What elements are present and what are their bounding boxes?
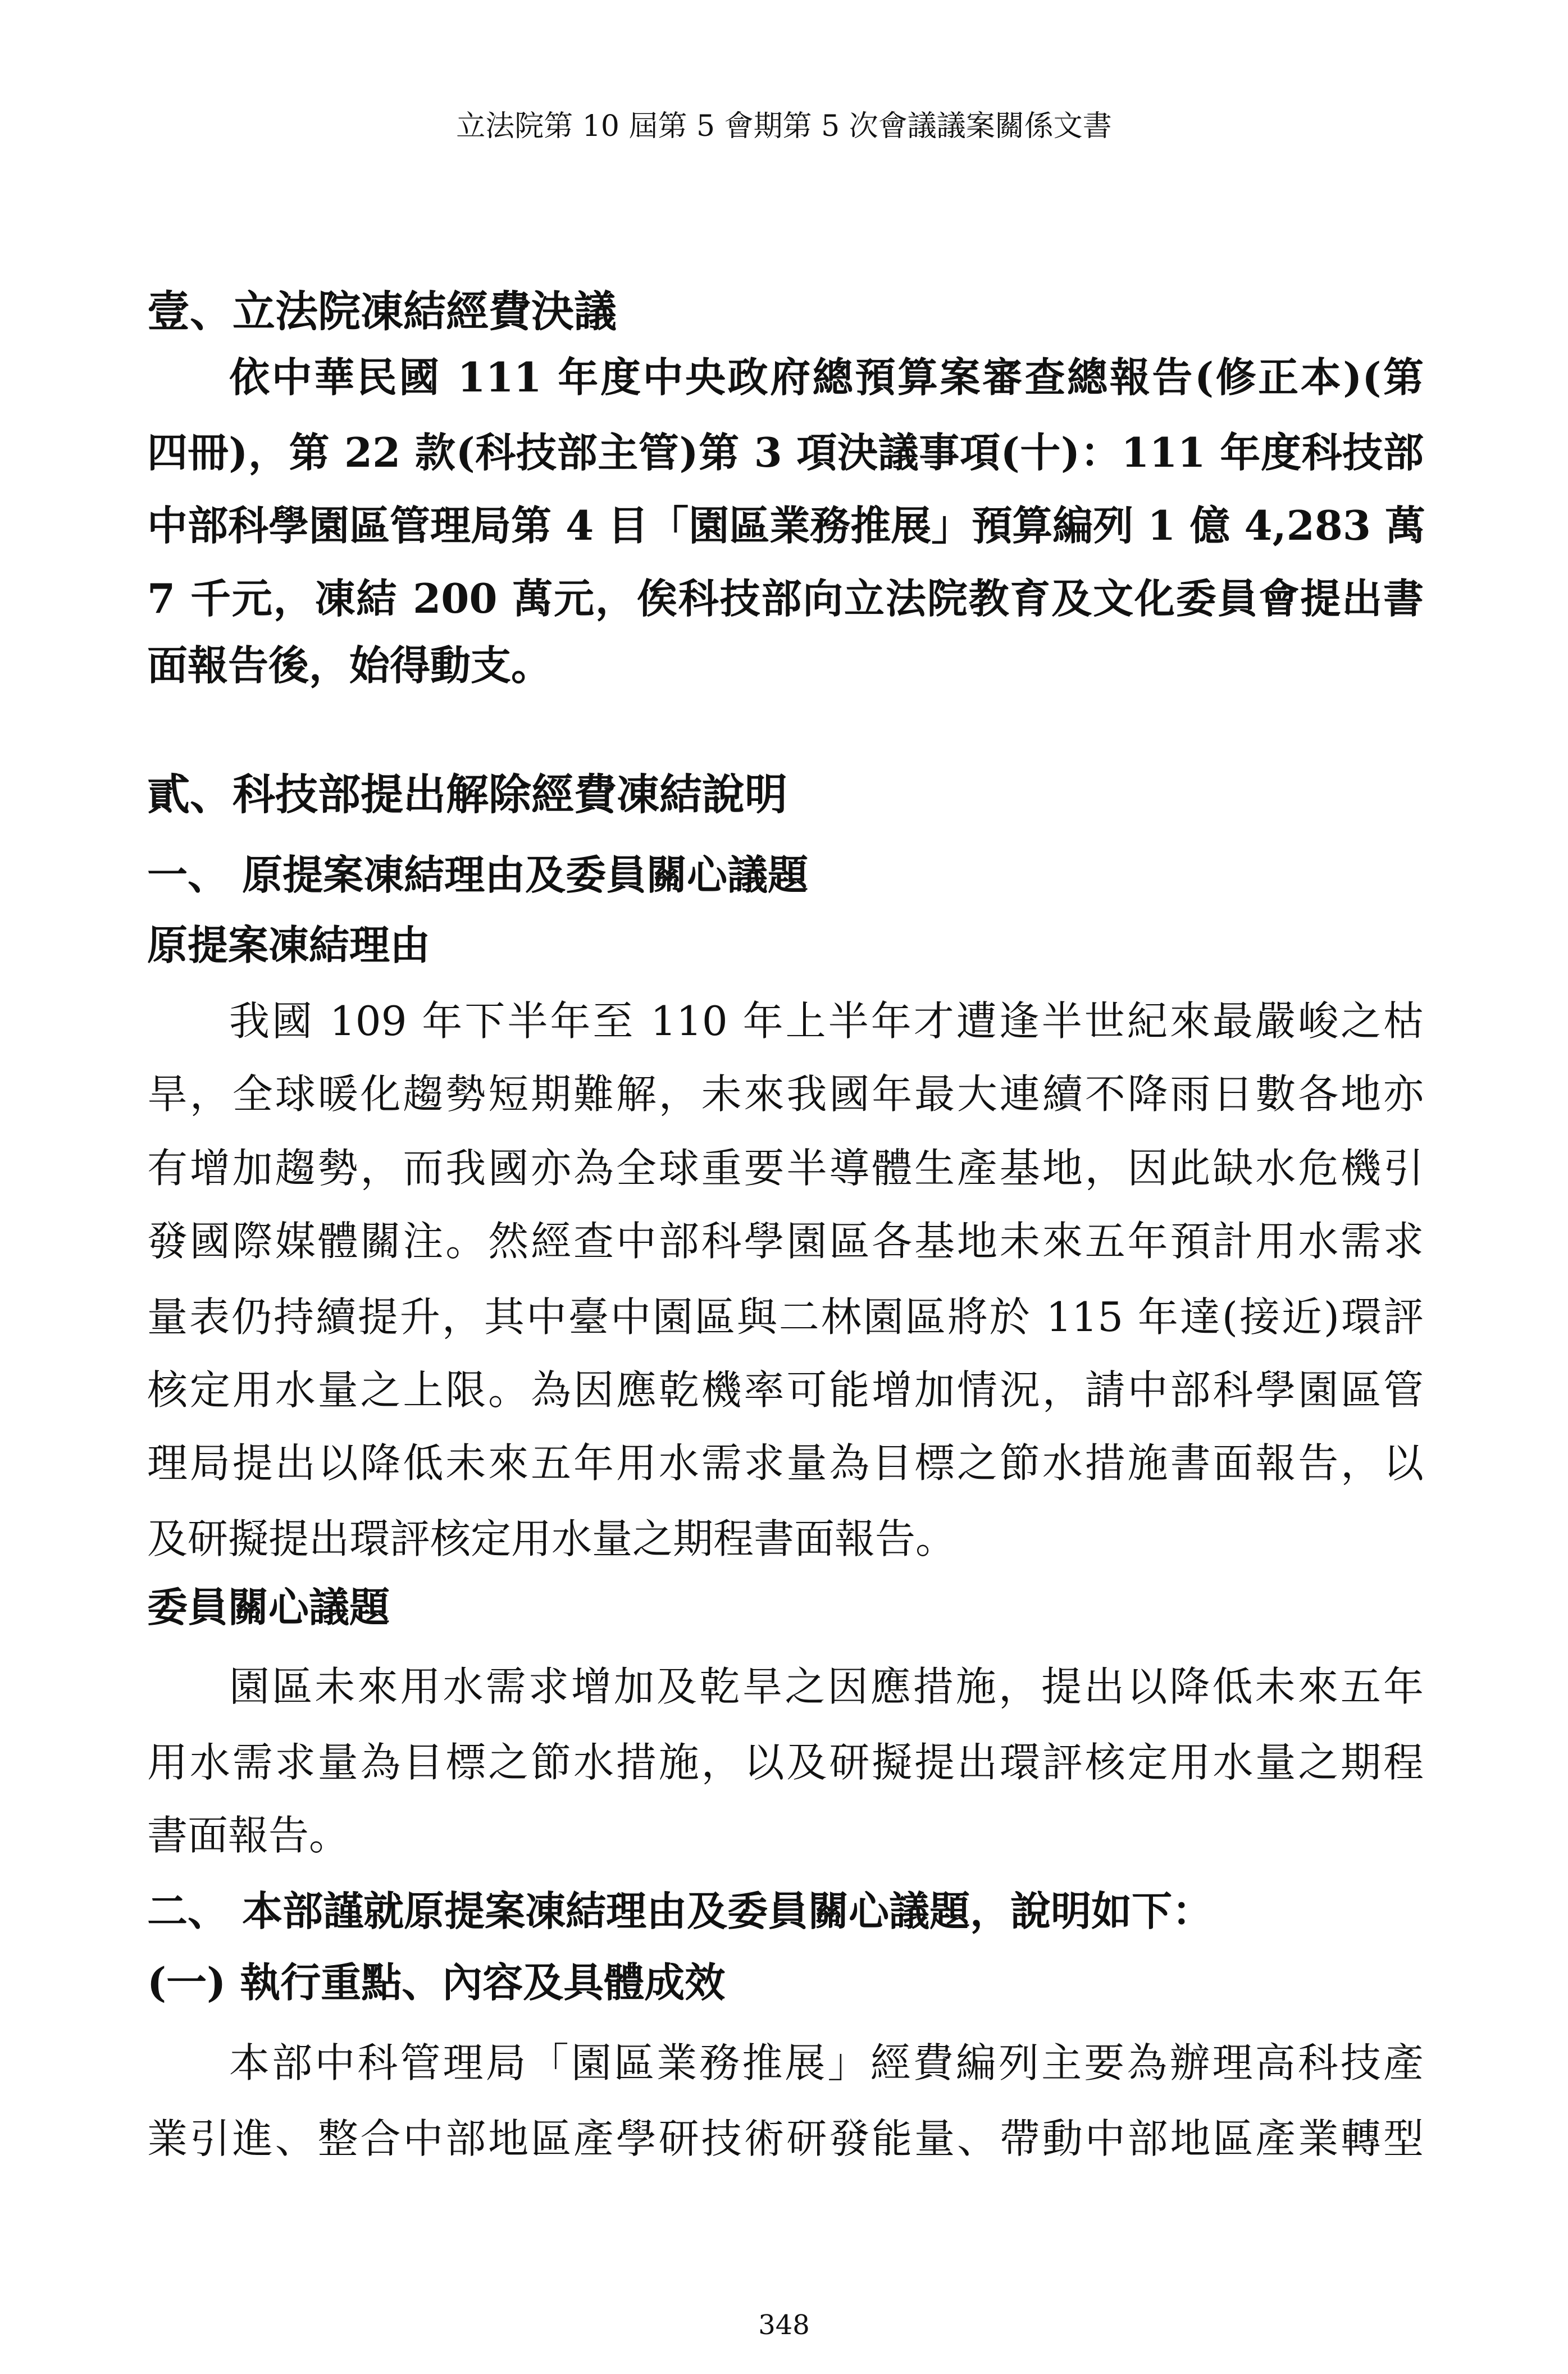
subsection-title: 二、 本部謹就原提案凍結理由及委員關心議題，說明如下： bbox=[147, 1887, 1213, 1935]
body-line: 理局提出以降低未來五年用水需求量為目標之節水措施書面報告，以 bbox=[147, 1439, 1424, 1487]
body-line: 7 千元，凍結 200 萬元，俟科技部向立法院教育及文化委員會提出書 bbox=[147, 575, 1424, 622]
subsection-title: 一、 原提案凍結理由及委員關心議題 bbox=[147, 851, 809, 899]
reason-title: 原提案凍結理由 bbox=[147, 921, 431, 969]
body-line: 園區未來用水需求增加及乾旱之因應措施，提出以降低未來五年 bbox=[229, 1663, 1424, 1710]
body-line: 面報告後，始得動支。 bbox=[147, 641, 552, 689]
section-1-title: 壹、立法院凍結經費決議 bbox=[147, 286, 617, 336]
body-line: 用水需求量為目標之節水措施，以及研擬提出環評核定用水量之期程 bbox=[147, 1739, 1424, 1786]
body-line: 業引進、整合中部地區產學研技術研發能量、帶動中部地區產業轉型 bbox=[147, 2115, 1424, 2162]
body-line: 有增加趨勢，而我國亦為全球重要半導體生產基地，因此缺水危機引 bbox=[147, 1145, 1424, 1192]
body-line: 本部中科管理局「園區業務推展」經費編列主要為辦理高科技產 bbox=[229, 2039, 1424, 2086]
body-line: 旱，全球暖化趨勢短期難解，未來我國年最大連續不降雨日數各地亦 bbox=[147, 1070, 1424, 1118]
concern-title: 委員關心議題 bbox=[147, 1583, 390, 1631]
body-line: 量表仍持續提升，其中臺中園區與二林園區將於 115 年達(接近)環評 bbox=[147, 1293, 1424, 1341]
page-number: 348 bbox=[758, 2309, 810, 2341]
body-line: 書面報告。 bbox=[147, 1812, 350, 1859]
running-header: 立法院第 10 屆第 5 會期第 5 次會議議案關係文書 bbox=[456, 110, 1112, 143]
body-line: 發國際媒體關注。然經查中部科學園區各基地未來五年預計用水需求 bbox=[147, 1218, 1424, 1265]
body-line: 中部科學園區管理局第 4 目「園區業務推展」預算編列 1 億 4,283 萬 bbox=[147, 502, 1426, 549]
body-line: 四冊)，第 22 款(科技部主管)第 3 項決議事項(十)：111 年度科技部 bbox=[147, 429, 1424, 476]
body-line: 依中華民國 111 年度中央政府總預算案審查總報告(修正本)(第 bbox=[229, 353, 1424, 401]
section-2-title: 貳、科技部提出解除經費凍結說明 bbox=[147, 769, 787, 819]
body-line: 核定用水量之上限。為因應乾機率可能增加情況，請中部科學園區管 bbox=[147, 1366, 1424, 1414]
body-line: 我國 109 年下半年至 110 年上半年才遭逢半世紀來最嚴峻之枯 bbox=[229, 997, 1424, 1045]
subsection-item-title: (一) 執行重點、內容及具體成效 bbox=[147, 1958, 726, 2006]
body-line: 及研擬提出環評核定用水量之期程書面報告。 bbox=[147, 1515, 956, 1562]
